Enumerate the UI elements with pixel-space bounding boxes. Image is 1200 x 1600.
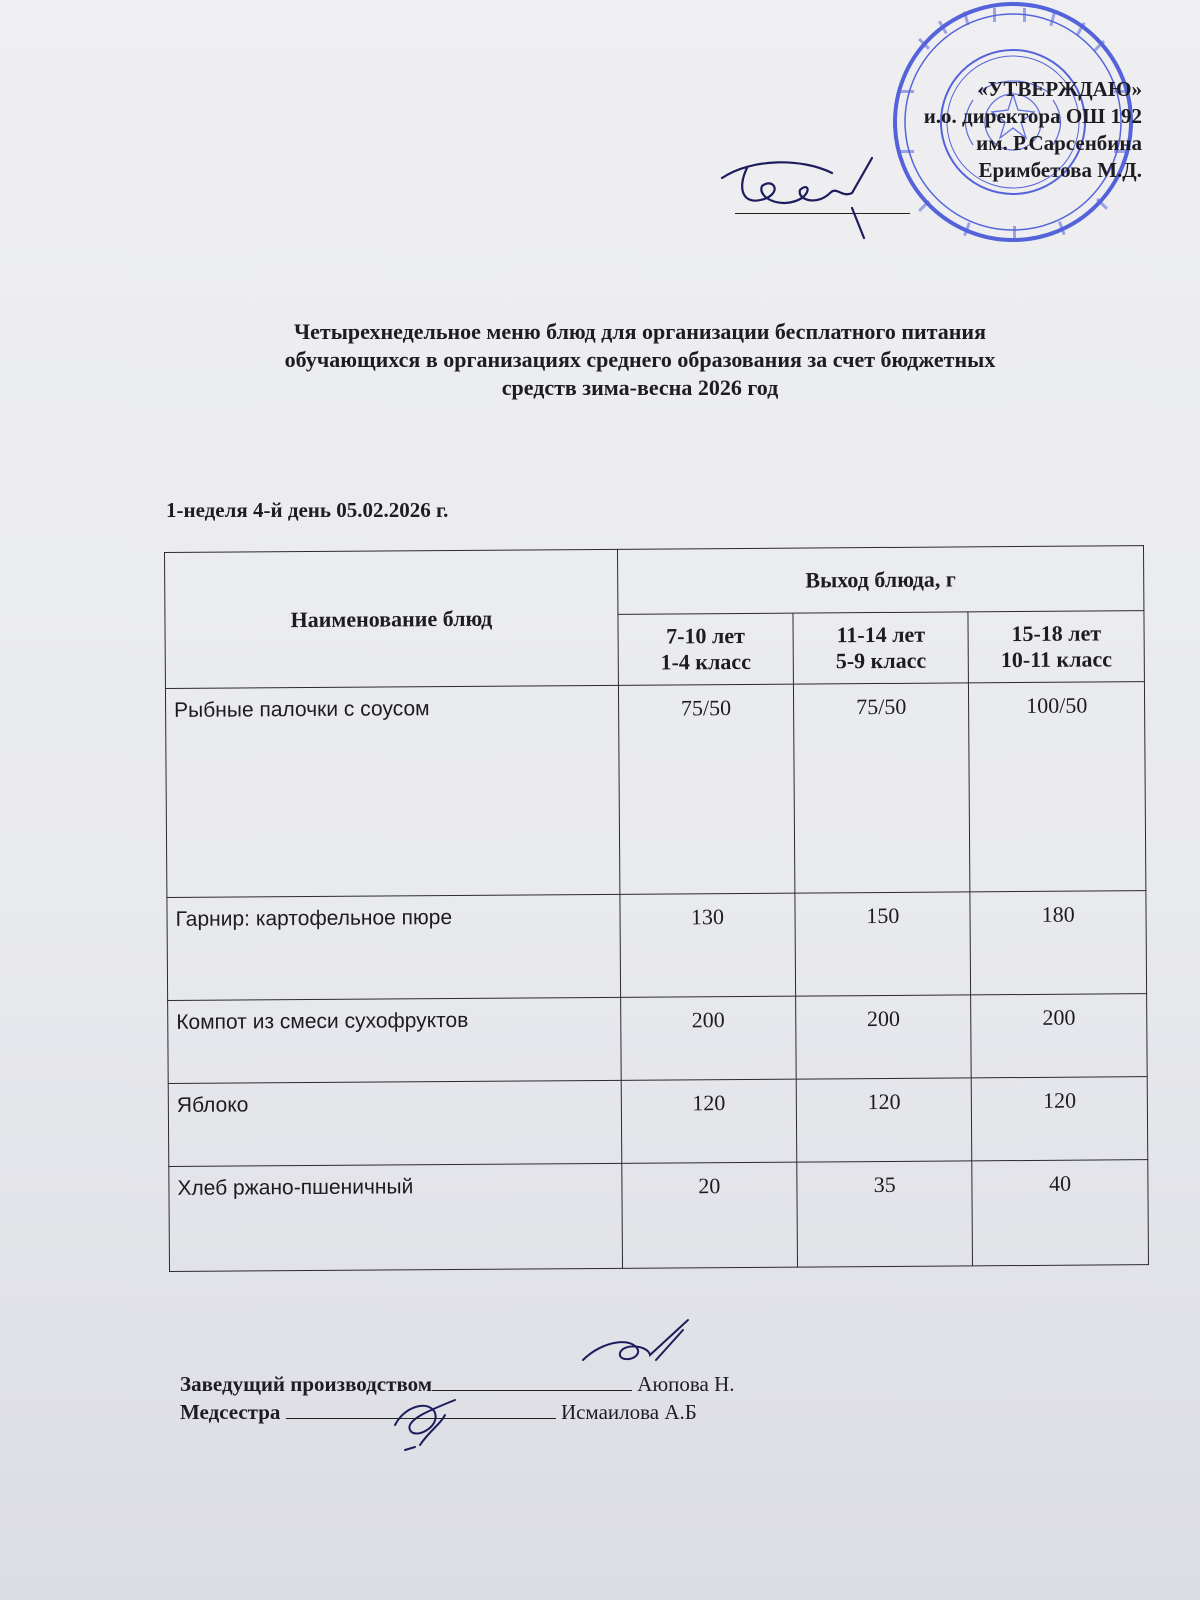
grade-range: 1-4 класс bbox=[660, 648, 751, 675]
portion-value: 75/50 bbox=[618, 684, 795, 894]
header-age-group bbox=[968, 611, 1144, 683]
director-signature bbox=[712, 138, 912, 248]
table-row bbox=[168, 1077, 1148, 1167]
table-row bbox=[169, 1160, 1149, 1272]
dish-name: Яблоко bbox=[168, 1080, 621, 1166]
age-range: 15-18 лет bbox=[1011, 620, 1102, 647]
grade-range: 10-11 класс bbox=[1000, 646, 1113, 673]
portion-value: 200 bbox=[620, 996, 796, 1080]
portion-value: 130 bbox=[620, 893, 796, 997]
signatures-footer bbox=[180, 1370, 735, 1426]
production-manager-row bbox=[180, 1370, 735, 1398]
document-title bbox=[150, 318, 1130, 402]
portion-value: 120 bbox=[796, 1078, 972, 1162]
header-age-group bbox=[793, 612, 969, 684]
portion-value: 40 bbox=[972, 1160, 1148, 1266]
portion-value: 200 bbox=[971, 994, 1147, 1078]
table-row bbox=[167, 891, 1147, 1001]
header-dish-output: Выход блюда, г bbox=[617, 546, 1144, 615]
signature-line bbox=[432, 1372, 632, 1391]
portion-value: 120 bbox=[972, 1077, 1148, 1161]
portion-value: 100/50 bbox=[969, 682, 1146, 892]
approval-director-name: Еримбетова М.Д. bbox=[978, 158, 1142, 182]
grade-range: 5-9 класс bbox=[835, 647, 927, 674]
table-row bbox=[165, 682, 1145, 898]
signature-line bbox=[286, 1400, 556, 1419]
title-line-1: Четырехнедельное меню блюд для организации бесплатного питания bbox=[293, 319, 986, 344]
production-manager-name: Аюпова Н. bbox=[637, 1372, 735, 1396]
portion-value: 20 bbox=[622, 1162, 798, 1268]
nurse-name: Исмаилова А.Б bbox=[560, 1400, 697, 1424]
header-dish-name: Наименование блюд bbox=[165, 549, 619, 688]
table-row bbox=[168, 994, 1148, 1084]
dish-name: Компот из смеси сухофруктов bbox=[168, 997, 621, 1083]
portion-value: 120 bbox=[621, 1079, 797, 1163]
portion-value: 150 bbox=[795, 892, 971, 996]
approval-school-name: им. Р.Сарсенбина bbox=[976, 131, 1142, 155]
dish-name: Гарнир: картофельное пюре bbox=[167, 894, 621, 1000]
portion-value: 35 bbox=[797, 1161, 973, 1267]
portion-value: 75/50 bbox=[794, 683, 971, 893]
header-age-group bbox=[618, 613, 794, 685]
production-manager-label: Заведущий производством bbox=[180, 1372, 433, 1396]
nurse-row bbox=[180, 1398, 735, 1426]
menu-table bbox=[164, 545, 1149, 1272]
dish-name: Хлеб ржано-пшеничный bbox=[169, 1163, 623, 1271]
age-range: 11-14 лет bbox=[836, 621, 926, 648]
age-range: 7-10 лет bbox=[666, 622, 745, 649]
title-line-3: средств зима-весна 2026 год bbox=[501, 375, 779, 400]
portion-value: 180 bbox=[970, 891, 1146, 995]
approval-heading: «УТВЕРЖДАЮ» bbox=[977, 77, 1142, 101]
week-day-label: 1-неделя 4-й день 05.02.2026 г. bbox=[166, 498, 449, 522]
title-line-2: обучающихся в организациях среднего образования за счет бюджетных bbox=[284, 347, 996, 372]
nurse-label: Медсестра bbox=[180, 1400, 281, 1424]
portion-value: 200 bbox=[796, 995, 972, 1079]
approval-position: и.о. директора ОШ 192 bbox=[923, 104, 1142, 128]
dish-name: Рыбные палочки с соусом bbox=[165, 685, 619, 897]
